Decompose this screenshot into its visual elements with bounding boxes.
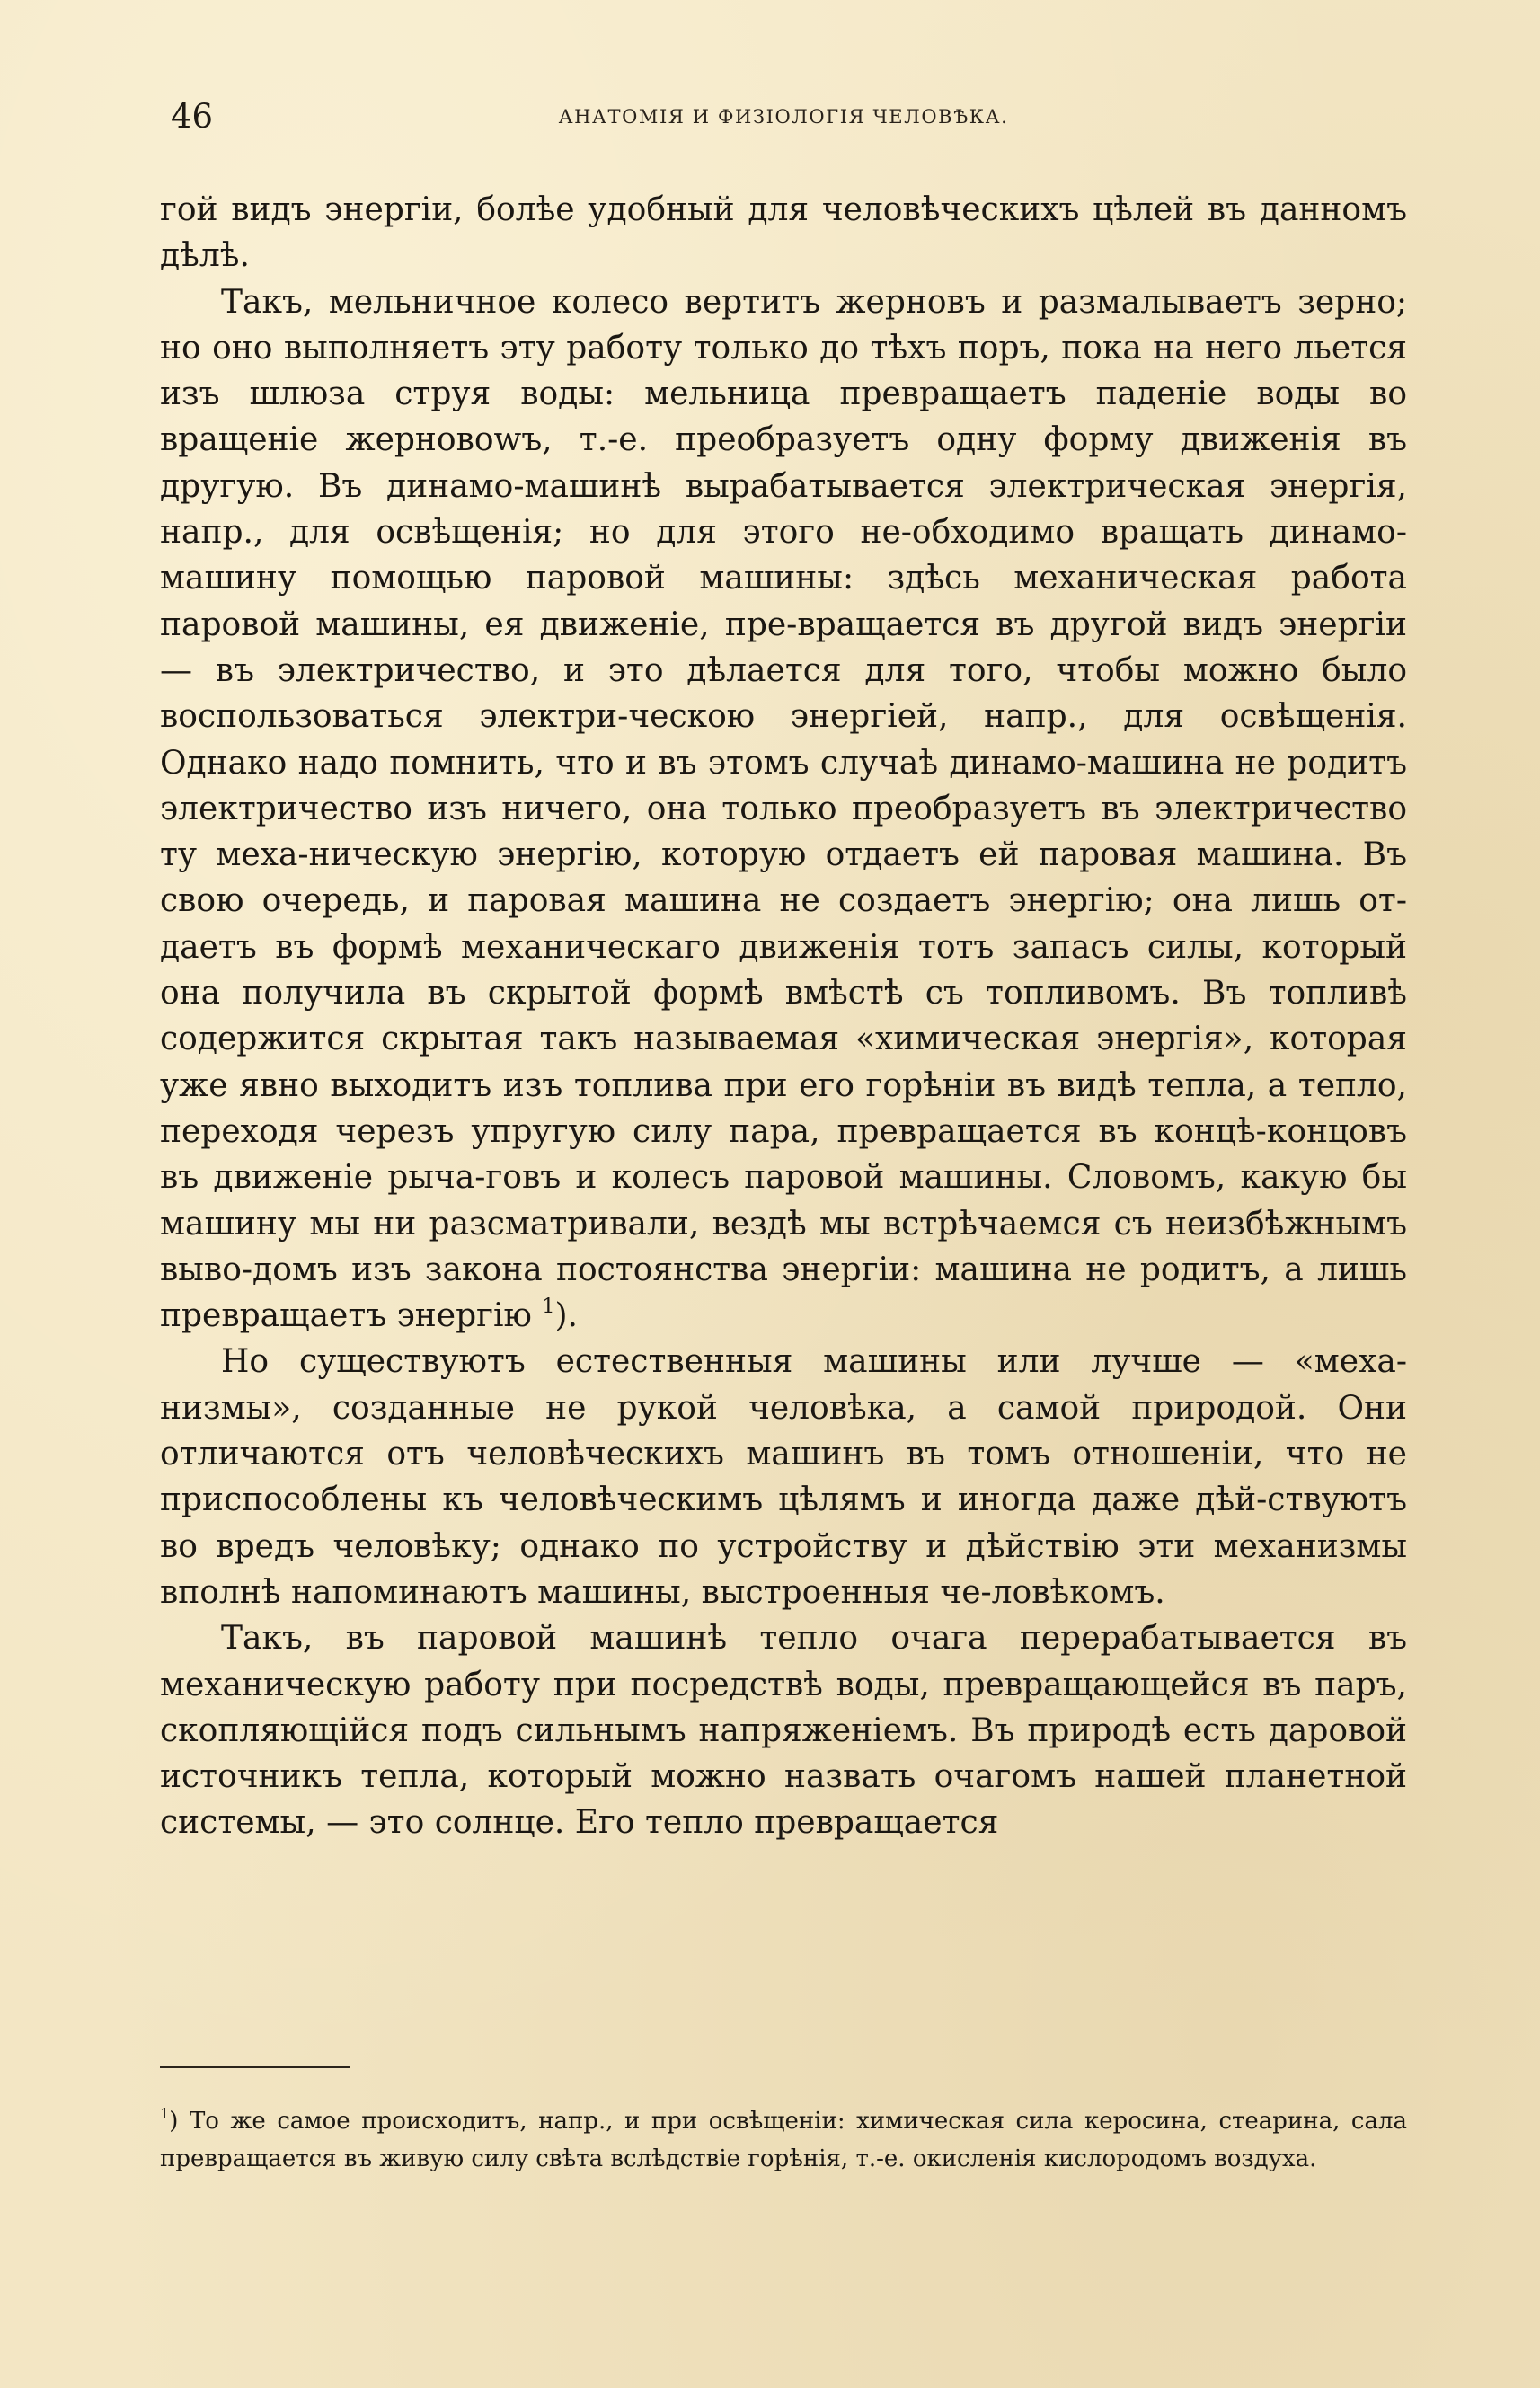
footnote-reference-close: ).: [554, 1297, 578, 1335]
paragraph-2: [160, 279, 1407, 1340]
main-text: [160, 187, 1407, 1846]
paragraph-3: Но существуютъ естественныя машины или лучше — «меха-низмы», созданные не рукой человѣка, а самой природой. Они отличаются отъ человѣческихъ машинъ въ томъ отношеніи, что не приспособлены къ человѣческимъ цѣлямъ и иногда даже дѣй-ствуютъ во вредъ человѣку; однако по устройству и дѣйствію эти механизмы вполнѣ напоминаютъ машины, выстроенныя че-ловѣкомъ.: [160, 1343, 1407, 1611]
running-title: АНАТОМІЯ И ФИЗІОЛОГІЯ ЧЕЛОВѢКА.: [558, 106, 1009, 128]
page-number: 46: [171, 97, 214, 136]
paragraph-1: гой видъ энергіи, болѣе удобный для человѣческихъ цѣлей въ данномъ дѣлѣ.: [160, 191, 1407, 275]
footnote-1: [160, 2102, 1407, 2178]
page-header: [160, 90, 1407, 144]
paragraph-4: Такъ, въ паровой машинѣ тепло очага перерабатывается въ механическую работу при посредствѣ воды, превращающейся въ паръ, скопляющійся подъ сильнымъ напряженіемъ. Въ природѣ есть даровой источникъ тепла, который можно назвать очагомъ нашей планетной системы, — это солнце. Его тепло превращается: [160, 1620, 1407, 1842]
footnote-divider: [160, 2066, 350, 2068]
footnote-mark: 1: [160, 2104, 170, 2122]
footnotes: [160, 2102, 1407, 2178]
footnote-text: ) То же самое происходитъ, напр., и при освѣщеніи: химическая сила керосина, стеарина, сала превращается въ живую силу свѣта вслѣдствіе горѣнія, т.-е. окисленія кислородомъ воздуха.: [160, 2108, 1407, 2172]
book-page: [160, 90, 1407, 2354]
footnote-reference: 1: [542, 1294, 555, 1318]
paragraph-2-text: Такъ, мельничное колесо вертитъ жерновъ и размалываетъ зерно; но оно выполняетъ эту работу только до тѣхъ поръ, пока на него льется изъ шлюза струя воды: мельница превращаетъ паденіе воды во вращеніе жерновowъ, т.-е. преобразуетъ одну форму движенія въ другую. Въ динамо-машинѣ вырабатывается электрическая энергія, напр., для освѣщенія; но для этого не-обходимо вращать динамо-машину помощью паровой машины: здѣсь механическая работа паровой машины, ея движеніе, пре-вращается въ другой видъ энергіи — въ электричество, и это дѣлается для того, чтобы можно было воспользоваться электри-ческою энергіей, напр., для освѣщенія. Однако надо помнить, что и въ этомъ случаѣ динамо-машина не родитъ электричество изъ ничего, она только преобразуетъ въ электричество ту меха-ническую энергію, которую отдаетъ ей паровая машина. Въ свою очередь, и паровая машина не создаетъ энергію; она лишь от-даетъ въ формѣ механическаго движенія тотъ запасъ силы, который она получила въ скрытой формѣ вмѣстѣ съ топливомъ. Въ топливѣ содержится скрытая такъ называемая «химическая энергія», которая уже явно выходитъ изъ топлива при его горѣніи въ видѣ тепла, а тепло, переходя черезъ упругую силу пара, превращается въ концѣ-концовъ въ движеніе рыча-говъ и колесъ паровой машины. Словомъ, какую бы машину мы ни разсматривали, вездѣ мы встрѣчаемся съ неизбѣжнымъ выво-домъ изъ закона постоянства энергіи: машина не родитъ, а лишь превращаетъ энергію: [160, 283, 1407, 1335]
